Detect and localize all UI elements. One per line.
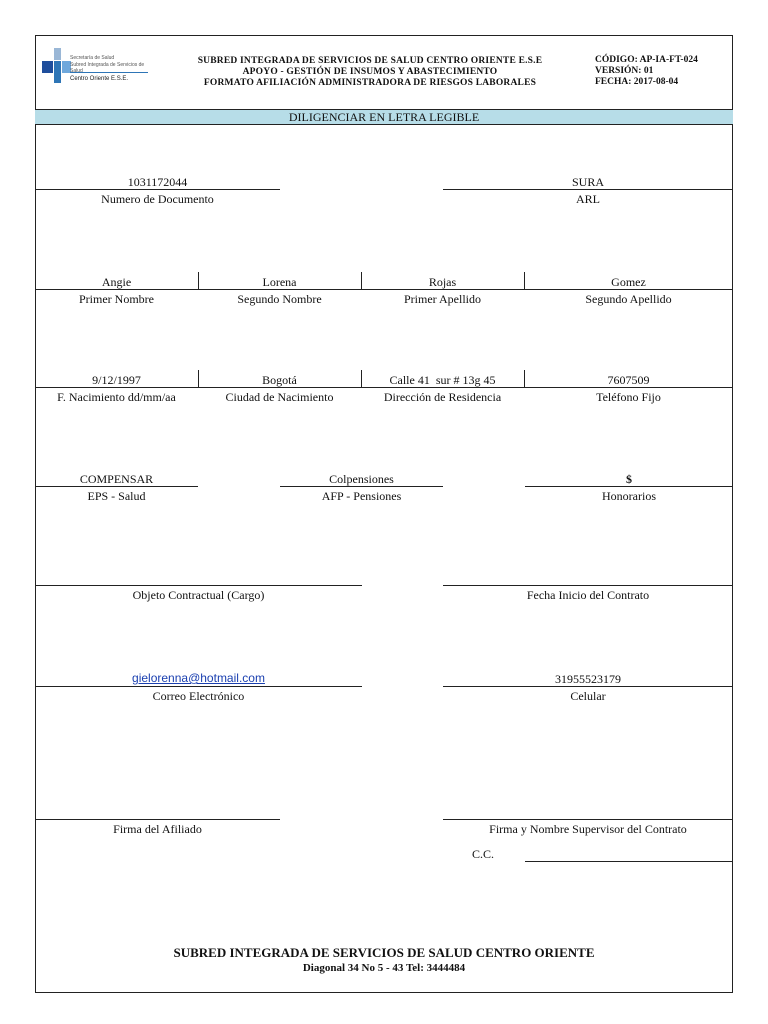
arl-value: SURA <box>571 175 604 189</box>
primer-apellido-label: Primer Apellido <box>404 292 481 306</box>
header-title-3: FORMATO AFILIACIÓN ADMINISTRADORA DE RIESGOS LABORALES <box>203 78 537 88</box>
objeto-label: Objeto Contractual (Cargo) <box>132 588 265 602</box>
primer-apellido-value: Rojas <box>428 275 457 289</box>
honorarios-line <box>525 486 733 487</box>
eps-label: EPS - Salud <box>87 489 146 503</box>
arl-line <box>443 189 733 190</box>
cc-line <box>525 861 733 862</box>
logo-mark <box>42 48 72 90</box>
footer-address: Diagonal 34 No 5 - 43 Tel: 3444484 <box>302 962 466 974</box>
firma-afiliado-label: Firma del Afiliado <box>113 822 202 836</box>
header-version: VERSIÓN: 01 <box>595 66 654 76</box>
documento-value: 1031172044 <box>127 175 188 189</box>
fecha-nacimiento-label: F. Nacimiento dd/mm/aa <box>57 390 176 404</box>
objeto-line <box>35 585 362 586</box>
cc-label: C.C. <box>472 847 495 861</box>
ciudad-nacimiento-label: Ciudad de Nacimiento <box>225 390 334 404</box>
logo-text-3: Centro Oriente E.S.E. <box>70 76 129 82</box>
email-line <box>35 686 362 687</box>
celular-label: Celular <box>570 689 606 703</box>
firma-supervisor-line <box>443 819 733 820</box>
logo-text-1: Secretaría de Salud <box>70 55 115 61</box>
telefono-label: Teléfono Fijo <box>596 390 661 404</box>
afp-line <box>280 486 443 487</box>
fecha-nacimiento-value: 9/12/1997 <box>92 373 141 387</box>
header-title-1: SUBRED INTEGRADA DE SERVICIOS DE SALUD CENTRO ORIENTE E.S.E <box>197 56 543 66</box>
primer-nombre-value: Angie <box>101 275 132 289</box>
birth-line <box>35 387 733 388</box>
header-fecha: FECHA: 2017-08-04 <box>595 77 679 87</box>
email-link[interactable]: gielorenna@hotmail.com <box>132 671 265 685</box>
eps-value: COMPENSAR <box>79 472 154 486</box>
segundo-nombre-label: Segundo Nombre <box>237 292 322 306</box>
segundo-nombre-value: Lorena <box>262 275 297 289</box>
direccion-label: Dirección de Residencia <box>383 390 502 404</box>
header-codigo: CÓDIGO: AP-IA-FT-024 <box>595 55 698 65</box>
logo <box>40 42 155 92</box>
afp-label: AFP - Pensiones <box>321 489 402 503</box>
segundo-apellido-value: Gomez <box>611 275 646 289</box>
names-line <box>35 289 733 290</box>
footer-title: SUBRED INTEGRADA DE SERVICIOS DE SALUD CENTRO ORIENTE <box>173 945 595 960</box>
header-title-2: APOYO - GESTIÓN DE INSUMOS Y ABASTECIMIENTO <box>242 67 498 77</box>
firma-supervisor-label: Firma y Nombre Supervisor del Contrato <box>489 822 687 836</box>
instruction-band: DILIGENCIAR EN LETRA LEGIBLE <box>35 109 733 125</box>
celular-value: 31955523179 <box>555 672 621 686</box>
telefono-value: 7607509 <box>607 373 650 387</box>
email-label: Correo Electrónico <box>152 689 245 703</box>
arl-label: ARL <box>576 192 600 206</box>
segundo-apellido-label: Segundo Apellido <box>585 292 672 306</box>
fecha-inicio-label: Fecha Inicio del Contrato <box>526 588 650 602</box>
direccion-value: Calle 41 sur # 13g 45 <box>389 373 496 387</box>
ciudad-nacimiento-value: Bogotá <box>262 373 297 387</box>
honorarios-label: Honorarios <box>602 489 656 503</box>
firma-afiliado-line <box>35 819 280 820</box>
logo-text-2: Subred Integrada de Servicios de Salud <box>70 62 145 74</box>
primer-nombre-label: Primer Nombre <box>79 292 154 306</box>
celular-line <box>443 686 733 687</box>
honorarios-value: $ <box>626 472 632 486</box>
documento-label: Numero de Documento <box>101 192 214 206</box>
afp-value: Colpensiones <box>329 472 394 486</box>
documento-line <box>35 189 280 190</box>
fecha-inicio-line <box>443 585 733 586</box>
eps-line <box>35 486 198 487</box>
logo-divider <box>70 72 148 73</box>
